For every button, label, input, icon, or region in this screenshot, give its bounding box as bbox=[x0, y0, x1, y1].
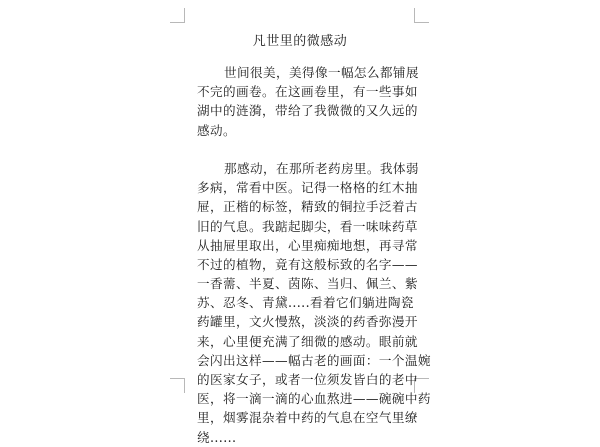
text-line: 里，烟雾混杂着中药的气息在空气里缭 bbox=[197, 410, 418, 426]
text-line: 苏、忍冬、青黛.....看着它们躺进陶瓷 bbox=[197, 295, 414, 311]
paragraph-1 bbox=[197, 63, 419, 140]
paragraph-2 bbox=[197, 159, 431, 447]
crop-mark-bottom-left bbox=[170, 378, 185, 393]
text-line: 医，将一滴一滴的心血熬进——碗碗中药 bbox=[197, 391, 431, 407]
text-line: 不完的画卷。在这画卷里，有一些事如 bbox=[197, 84, 418, 100]
text-line: 的医家女子，或者一位须发皆白的老中 bbox=[197, 372, 418, 387]
text-line: 绕...... bbox=[197, 429, 237, 445]
text-line: 屉，正楷的标签，精致的铜拉手泛着古 bbox=[197, 199, 418, 215]
text-line: 不过的植物，竟有这般标致的名字—— bbox=[197, 256, 418, 272]
text-line: 一香薷、半夏、茵陈、当归、佩兰、紫 bbox=[197, 276, 418, 292]
text-line: 湖中的涟漪，带给了我微微的又久远的 bbox=[197, 103, 418, 119]
text-line: 来，心里便充满了细微的感动。眼前就 bbox=[197, 333, 418, 349]
text-line: 那感动，在那所老药房里。我体弱 bbox=[224, 160, 419, 176]
text-line: 药罐里，文火慢熬，淡淡的药香弥漫开 bbox=[197, 314, 418, 330]
text-line: 会闪出这样——幅古老的画面：一个温婉 bbox=[197, 352, 431, 368]
text-line: 世间很美，美得像一幅怎么都铺展 bbox=[224, 65, 419, 80]
crop-mark-top-right bbox=[414, 8, 429, 23]
crop-mark-top-left bbox=[170, 8, 185, 23]
paragraph-gap bbox=[197, 140, 407, 159]
text-line: 多病，常看中医。记得一格格的红木抽 bbox=[197, 180, 418, 196]
text-line: 旧的气息。我踮起脚尖，看一味味药草 bbox=[197, 218, 418, 234]
text-line: 从抽屉里取出，心里痴痴地想，再寻常 bbox=[197, 237, 418, 253]
text-line: 感动。 bbox=[197, 122, 236, 138]
document-title: 凡世里的微感动 bbox=[252, 34, 348, 49]
document-body bbox=[197, 63, 431, 447]
